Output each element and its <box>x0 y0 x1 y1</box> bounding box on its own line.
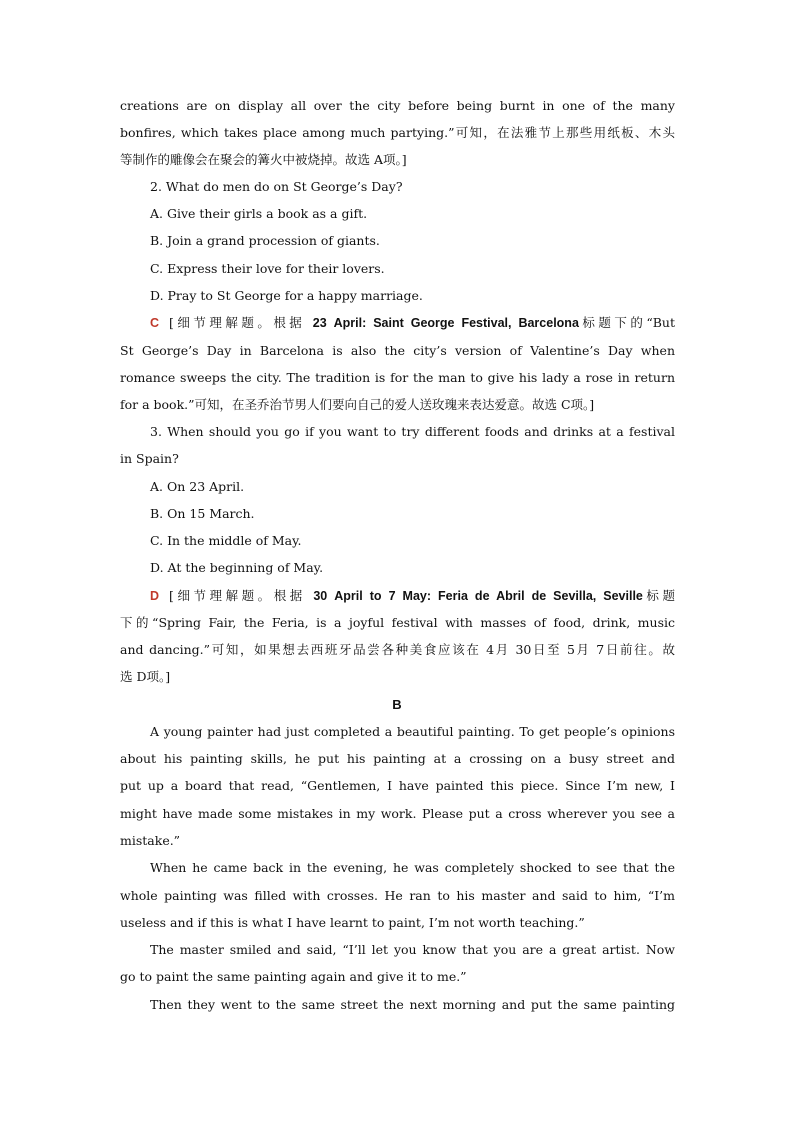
passage-line: whole painting was filled with crosses. He ran to his master and said to him, “I’m <box>120 888 675 903</box>
q3-explanation-line-1 <box>150 586 675 606</box>
q3-option-d: D. At the beginning of May. <box>150 560 324 575</box>
passage-line: go to paint the same painting again and give it to me.” <box>120 969 467 984</box>
q1-explanation-line-3: 等制作的雕像会在聚会的篝火中被烧掉。故选 A项。] <box>120 152 407 167</box>
q1-explanation-line-2: bonfires, which takes place among much partying.”可知，在法雅节上那些用纸板、木头 <box>120 125 675 140</box>
passage-line: When he came back in the evening, he was completely shocked to see that the <box>150 860 675 875</box>
q2-explanation-suffix: 标题下的“But <box>578 315 675 330</box>
passage-line: useless and if this is what I have learnt to paint, I’m not worth teaching.” <box>120 915 585 930</box>
q2-option-c: C. Express their love for their lovers. <box>150 261 385 276</box>
q3-explanation-source: 30 April to 7 May: Feria de Abril de Sevilla, Seville <box>313 589 643 603</box>
passage-line: Then they went to the same street the next morning and put the same painting <box>150 997 675 1012</box>
passage-line: about his painting skills, he put his painting at a crossing on a busy street and <box>120 751 675 766</box>
q2-explanation-line-4: for a book.”可知，在圣乔治节男人们要向自己的爱人送玫瑰来表达爱意。故选 C项。] <box>120 397 595 412</box>
passage-line: might have made some mistakes in my work. Please put a cross wherever you see a <box>120 806 675 821</box>
q2-explanation-line-2: St George’s Day in Barcelona is also the city’s version of Valentine’s Day when <box>120 343 675 358</box>
q3-question-line-2: in Spain? <box>120 451 179 466</box>
q3-answer-letter: D <box>150 589 160 603</box>
passage-line: mistake.” <box>120 833 181 848</box>
q2-explanation-prefix: [细节理解题。根据 <box>169 315 306 330</box>
q2-option-d: D. Pray to St George for a happy marriage. <box>150 288 423 303</box>
q3-explanation-line-4: 选 D项。] <box>120 669 171 684</box>
q2-explanation-line-1 <box>150 313 675 333</box>
q2-answer-letter: C <box>150 316 160 330</box>
q3-explanation-suffix: 标题 <box>642 588 675 603</box>
q3-question-line-1: 3. When should you go if you want to try different foods and drinks at a festival <box>150 424 675 439</box>
q2-option-b: B. Join a grand procession of giants. <box>150 233 380 248</box>
section-b-heading: B <box>392 697 402 712</box>
q3-option-c: C. In the middle of May. <box>150 533 302 548</box>
passage-line: put up a board that read, “Gentlemen, I have painted this piece. Since I’m new, I <box>120 778 675 793</box>
q3-explanation-line-3: and dancing.”可知，如果想去西班牙品尝各种美食应该在 4月 30日至 5月 7日前往。故 <box>120 642 675 657</box>
q2-option-a: A. Give their girls a book as a gift. <box>150 206 368 221</box>
q2-explanation-line-3: romance sweeps the city. The tradition is for the man to give his lady a rose in return <box>120 370 675 385</box>
q3-option-a: A. On 23 April. <box>150 479 245 494</box>
passage-line: A young painter had just completed a beautiful painting. To get people’s opinions <box>150 724 675 739</box>
q3-explanation-line-2: 下的“Spring Fair, the Feria, is a joyful festival with masses of food, drink, music <box>120 615 675 630</box>
q3-explanation-prefix: [细节理解题。根据 <box>169 588 306 603</box>
passage-line: The master smiled and said, “I’ll let you know that you are a great artist. Now <box>150 942 675 957</box>
q1-explanation-line-1: creations are on display all over the city before being burnt in one of the many <box>120 98 675 113</box>
q2-explanation-source: 23 April: Saint George Festival, Barcelona <box>312 316 579 330</box>
q2-question: 2. What do men do on St George’s Day? <box>150 179 403 194</box>
q3-option-b: B. On 15 March. <box>150 506 255 521</box>
